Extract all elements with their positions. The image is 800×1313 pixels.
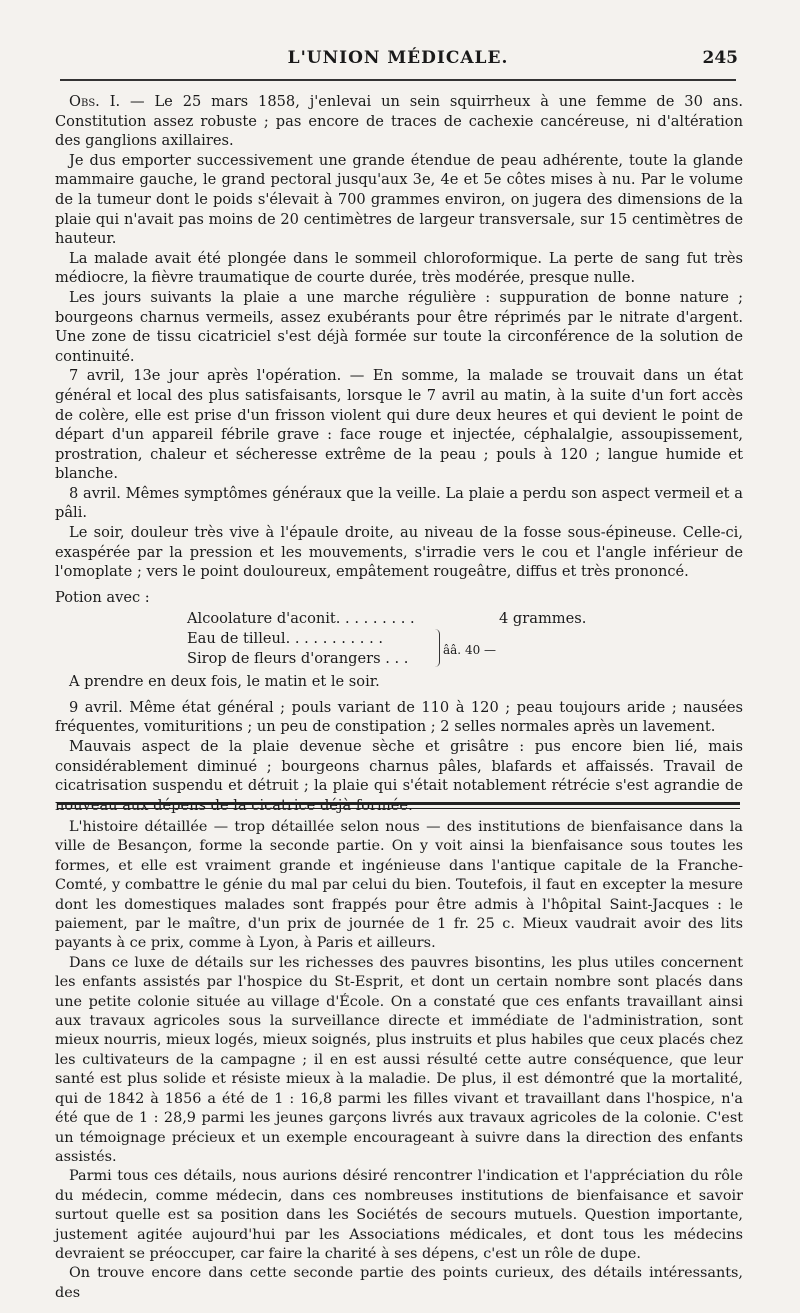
section-divider xyxy=(58,802,740,809)
obs-paragraph-8: A prendre en deux fois, le matin et le soir. xyxy=(69,673,380,691)
obs-label: Obs. I. xyxy=(69,93,121,110)
prescription-row xyxy=(187,649,647,669)
obs-paragraph-2: Je dus emporter successivement une grande étendue de peau adhérente, toute la glande mammaire gauche, le grand pectoral jusqu'aux 3e, 4e et 5e côtes mises à nu. Par le volume de la tumeur dont le poids s'élevait à 700 grammes environ, on jugera des dimensions de la plaie qui n'avait pas moins de 20 centimètres de largeur transversale, sur 15 centimètres de hauteur. xyxy=(55,151,743,248)
obs-p1-text: — Le 25 mars 1858, j'enlevai un sein squirrheux à une femme de 30 ans. Constitution assez robuste ; pas encore de traces de cachexie cancéreuse, ni d'altération des ganglions axillaires. xyxy=(55,93,743,150)
article-section xyxy=(55,818,743,1303)
ingredient-name: Sirop de fleurs d'orangers . . . xyxy=(187,649,409,667)
page-number: 245 xyxy=(702,48,738,68)
article-paragraph-1: L'histoire détaillée — trop détaillée selon nous — des institutions de bienfaisance dans la ville de Besançon, forme la seconde partie. On y voit ainsi la bienfaisance sous toutes les formes, et elle est vraiment grande et ingénieuse dans l'antique capitale de la Franche-Comté, y combattre le génie du mal par celui du bien. Toutefois, il faut en excepter la mesure dont les domestiques malades sont frappés pour être admis à l'hôpital Saint-Jacques : le paiement, par le maître, d'un prix de journée de 1 fr. 25 c. Mieux vaudrait avoir des lits payants à ce prix, comme à Lyon, à Paris et ailleurs. xyxy=(55,819,743,952)
ingredient-quantity: ââ. 40 — xyxy=(443,643,497,658)
article-paragraph-4: On trouve encore dans cette seconde partie des points curieux, des détails intéressants, des xyxy=(55,1265,743,1301)
obs-paragraph-9: 9 avril. Même état général ; pouls variant de 110 à 120 ; peau toujours aride ; nausées fréquentes, vomituritions ; un peu de constipation ; 2 selles normales après un lavement. xyxy=(55,698,743,736)
observation-section xyxy=(55,92,743,815)
obs-paragraph-6: 8 avril. Mêmes symptômes généraux que la veille. La plaie a perdu son aspect vermeil et a pâli. xyxy=(55,484,743,522)
ingredient-name: Alcoolature d'aconit. . . . . . . . . xyxy=(187,610,415,628)
ingredient-quantity: 4 grammes. xyxy=(499,610,587,628)
obs-paragraph-5: 7 avril, 13e jour après l'opération. — En somme, la malade se trouvait dans un état général et local des plus satisfaisants, lorsque le 7 avril au matin, à la suite d'un fort accès de colère, elle est prise d'un frisson violent qui dure deux heures et qui devient le point de départ d'un appareil fébrile grave : face rouge et injectée, céphalalgie, assoupissement, prostration, chaleur et sécheresse extrême de la peau ; pouls à 120 ; langue humide et blanche. xyxy=(55,367,743,483)
article-paragraph-2: Dans ce luxe de détails sur les richesses des pauvres bisontins, les plus utiles concernent les enfants assistés par l'hospice du St-Esprit, et dont un certain nombre sont placés dans une petite colonie située au village d'École. On a constaté que ces enfants travaillant ainsi aux travaux agricoles sous la surveillance directe et immédiate de l'administration, sont mieux nourris, mieux logés, mieux soignés, plus instruits et plus habiles que ceux placés chez les cultivateurs de la campagne ; il en est aussi résulté cette autre conséquence, que leur santé est plus solide et résiste mieux à la maladie. De plus, il est démontré que la mortalité, qui de 1842 à 1856 a été de 1 : 16,8 parmi les filles vivant et travaillant dans l'hospice, n'a été que de 1 : 28,9 parmi les jeunes garçons livrés aux travaux agricoles de la colonie. C'est un témoignage précieux et un exemple encourageant à suivre dans la direction des enfants assistés. xyxy=(55,954,743,1165)
obs-paragraph-1 xyxy=(55,92,743,151)
obs-paragraph-7: Le soir, douleur très vive à l'épaule droite, au niveau de la fosse sous-épineuse. Celle-ci, exaspérée par la pression et les mouvements, s'irradie vers le cou et l'angle inférieur de l'omoplate ; vers le point douloureux, empâtement rougeâtre, diffus et très prononcé. xyxy=(55,524,743,581)
prescription-row xyxy=(187,609,647,629)
obs-paragraph-4: Les jours suivants la plaie a une marche régulière : suppuration de bonne nature ; bourgeons charnus vermeils, assez exubérants pour être réprimés par le nitrate d'argent. Une zone de tissu cicatriciel s'est déjà formée sur toute la circonférence de la solution de continuité. xyxy=(55,288,743,365)
ingredient-name: Eau de tilleul. . . . . . . . . . . xyxy=(187,630,383,648)
brace-symbol xyxy=(435,629,440,667)
header-rule xyxy=(60,79,736,81)
running-title: L'UNION MÉDICALE. xyxy=(287,48,509,68)
running-header xyxy=(58,48,738,74)
potion-heading: Potion avec : xyxy=(55,588,150,606)
prescription xyxy=(187,609,647,668)
obs-paragraph-10: Mauvais aspect de la plaie devenue sèche et grisâtre : pus encore bien lié, mais considérablement diminué ; bourgeons charnus pâles, blafards et affaissés. Travail de cicatrisation suspendu et détruit ; la plaie qui s'était notablement rétrécie s'est agrandie de nouveau aux dépens de la cicatrice déjà formée. xyxy=(55,738,743,814)
obs-paragraph-3: La malade avait été plongée dans le sommeil chloroformique. La perte de sang fut très médiocre, la fièvre traumatique de courte durée, très modérée, presque nulle. xyxy=(55,249,743,287)
article-paragraph-3: Parmi tous ces détails, nous aurions désiré rencontrer l'indication et l'appréciation du rôle du médecin, comme médecin, dans ces nombreuses institutions de bienfaisance et savoir surtout quelle est sa position dans les Sociétés de secours mutuels. Question importante, justement agitée aujourd'hui par les Associations médicales, et dont tous les médecins devraient se préoccuper, car faire la charité à ses dépens, c'est un rôle de dupe. xyxy=(55,1168,743,1262)
